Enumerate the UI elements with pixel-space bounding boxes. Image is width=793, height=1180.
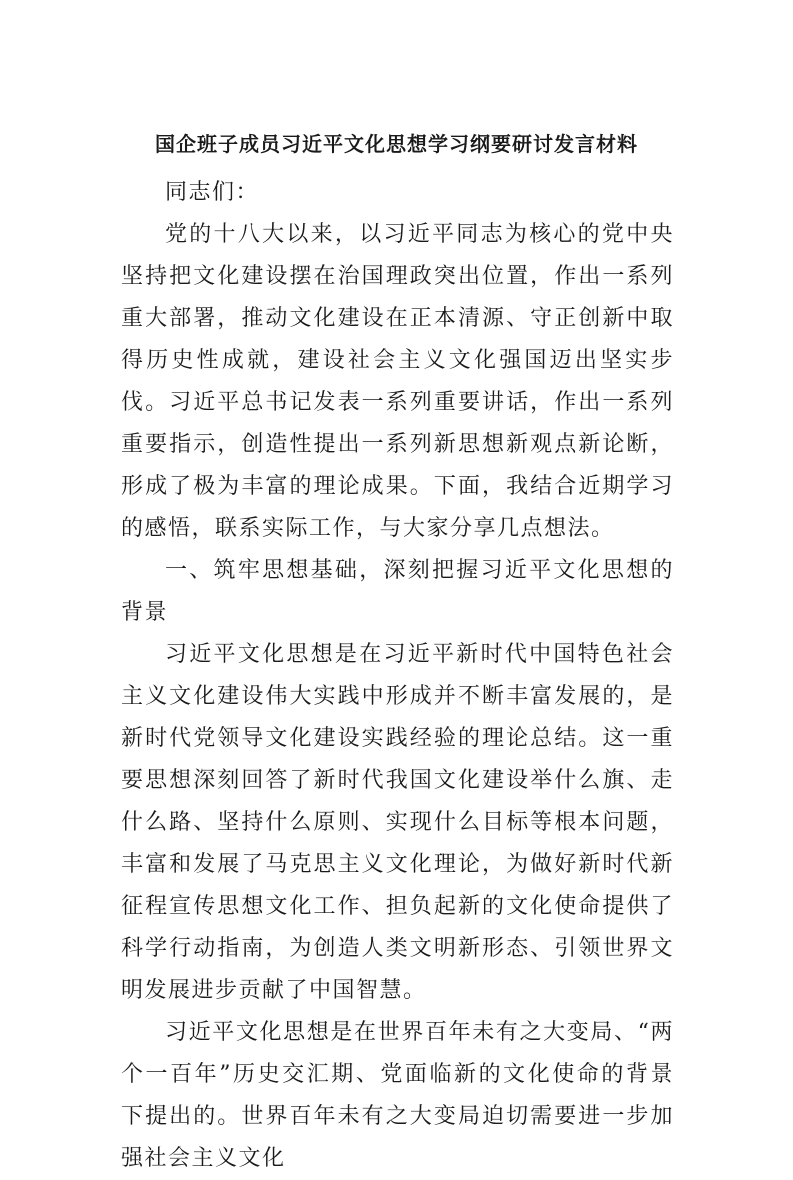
document-title: 国企班子成员习近平文化思想学习纲要研讨发言材料 (155, 132, 638, 156)
salutation-paragraph: 同志们： (165, 180, 260, 205)
body-paragraph: 习近平文化思想是在世界百年未有之大变局、“两个一百年”历史交汇期、党面临新的文化使命的背景下提出的。世界百年未有之大变局迫切需要进一步加强社会主义文化 (121, 1020, 674, 1171)
body-paragraph: 习近平文化思想是在习近平新时代中国特色社会主义文化建设伟大实践中形成并不断丰富发展的，是新时代党领导文化建设实践经验的理论总结。这一重要思想深刻回答了新时代我国文化建设举什么旗、走什么路、坚持什么原则、实现什么目标等根本问题，丰富和发展了马克思主义文化理论，为做好新时代新征程宣传思想文化工作、担负起新的文化使命提供了科学行动指南，为创造人类文明新形态、引领世界文明发展进步贡献了中国智慧。 (121, 642, 674, 1003)
document-body (121, 172, 674, 1180)
intro-paragraph: 党的十八大以来，以习近平同志为核心的党中央坚持把文化建设摆在治国理政突出位置，作出一系列重大部署，推动文化建设在正本清源、守正创新中取得历史性成就，建设社会主义文化强国迈出坚实步伐。习近平总书记发表一系列重要讲话，作出一系列重要指示，创造性提出一系列新思想新观点新论断，形成了极为丰富的理论成果。下面，我结合近期学习的感悟，联系实际工作，与大家分享几点想法。 (121, 222, 674, 541)
section-heading: 一、筑牢思想基础，深刻把握习近平文化思想的背景 (121, 558, 674, 625)
